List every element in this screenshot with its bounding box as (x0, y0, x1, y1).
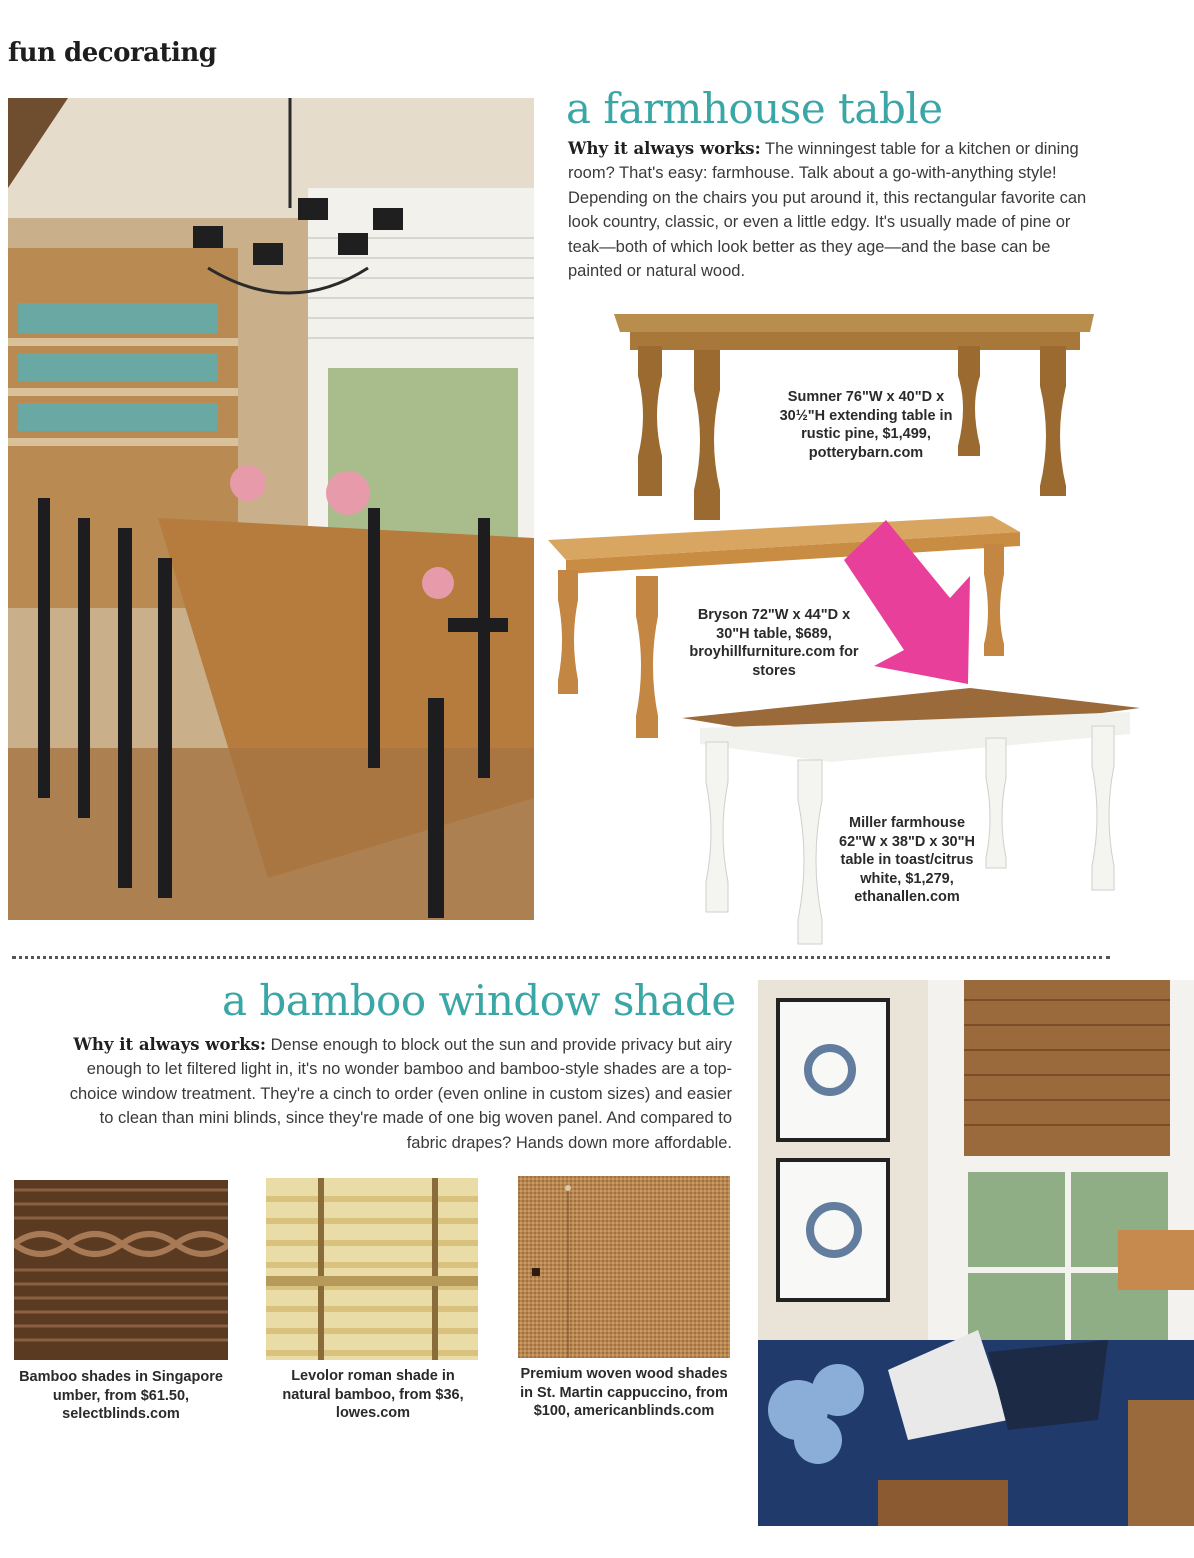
section-divider (12, 956, 1110, 959)
bryson-caption: Bryson 72"W x 44"D x 30"H table, $689, broyhillfurniture.com for stores (689, 607, 859, 679)
farmhouse-body (568, 137, 1098, 283)
section-label: fun decorating (8, 38, 217, 68)
farmhouse-title: a farmhouse table (566, 84, 943, 133)
singapore-umber-shade-image (14, 1180, 228, 1360)
bamboo-why-label: Why it always works: (73, 1035, 267, 1054)
miller-caption: Miller farmhouse 62"W x 38"D x 30"H table in toast/citrus white, $1,279, ethanallen.com (839, 815, 975, 906)
levolor-caption: Levolor roman shade in natural bamboo, from $36, lowes.com (282, 1368, 464, 1422)
farmhouse-body-text: The winningest table for a kitchen or dining room? That's easy: farmhouse. Talk about a go-with-anything style! Depending on the chairs you put around it, this rectangular favorite can look country, classic, or even a little edgy. It's usually made of pine or teak—both of which look better as they age—and the base can be painted or natural wood. (568, 140, 1087, 281)
singapore-caption: Bamboo shades in Singapore umber, from $61.50, selectblinds.com (19, 1369, 223, 1423)
bamboo-body (62, 1033, 732, 1155)
sumner-caption: Sumner 76"W x 40"D x 30½"H extending table in rustic pine, $1,499, potterybarn.com (779, 389, 953, 461)
farmhouse-why-label: Why it always works: (568, 139, 761, 158)
st-martin-caption: Premium woven wood shades in St. Martin cappuccino, from $100, americanblinds.com (520, 1366, 728, 1420)
living-room-photo (758, 980, 1194, 1526)
bamboo-body-text: Dense enough to block out the sun and provide privacy but airy enough to let filtered light in, it's no wonder bamboo and bamboo-style shades are a top-choice window treatment. They're a cinch to order (even online in custom sizes) and easier to clean than mini blinds, since they're made of one big woven panel. And compared to fabric drapes? Hands down more affordable. (69, 1036, 732, 1152)
pink-arrow-icon (844, 520, 972, 686)
levolor-roman-shade-image (266, 1178, 478, 1360)
st-martin-cappuccino-shade-image (518, 1176, 730, 1358)
dining-room-photo (8, 98, 534, 920)
bamboo-title: a bamboo window shade (222, 976, 736, 1025)
